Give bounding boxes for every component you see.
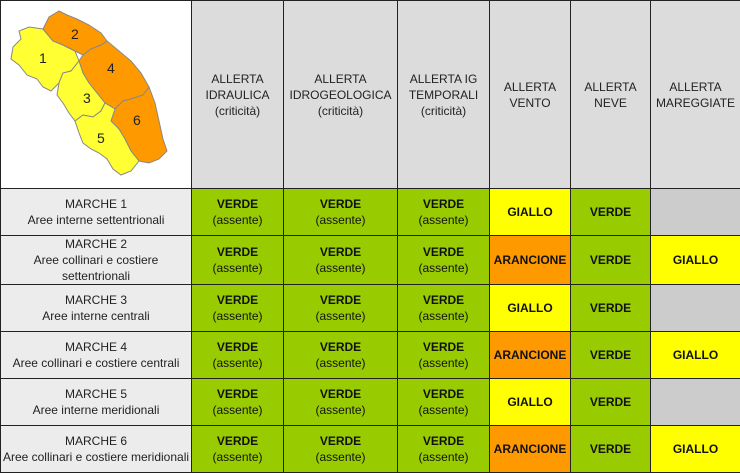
map-label-1: 1 <box>39 50 47 66</box>
alert-status: (assente) <box>284 355 397 371</box>
alert-cell <box>571 189 651 236</box>
alert-cell <box>284 332 398 379</box>
zone-name: MARCHE 1 <box>1 196 191 212</box>
alert-cell <box>284 426 398 473</box>
header-title: ALLERTA <box>490 79 570 95</box>
alert-cell <box>490 426 571 473</box>
header-subtitle: (criticità) <box>284 103 397 119</box>
header-idrogeologica <box>284 1 398 189</box>
alert-level: GIALLO <box>651 347 740 363</box>
alert-cell <box>571 426 651 473</box>
alert-cell <box>571 236 651 285</box>
alert-level: ARANCIONE <box>490 347 570 363</box>
zone-cell <box>1 285 192 332</box>
alert-cell <box>571 379 651 426</box>
alert-cell <box>192 379 284 426</box>
alert-cell <box>192 285 284 332</box>
alert-cell <box>398 379 490 426</box>
header-title-line2: NEVE <box>571 95 650 111</box>
alert-level: VERDE <box>398 244 489 260</box>
alert-status: (assente) <box>284 212 397 228</box>
zone-cell <box>1 189 192 236</box>
zone-description: Aree interne centrali <box>1 308 191 324</box>
zone-description: Aree collinari e costiere meridionali <box>1 449 191 465</box>
header-title-line2: IDRAULICA <box>192 87 283 103</box>
header-title: ALLERTA <box>192 71 283 87</box>
zone-description: Aree interne meridionali <box>1 402 191 418</box>
alert-level: VERDE <box>192 292 283 308</box>
header-title-line2: VENTO <box>490 95 570 111</box>
map-label-5: 5 <box>97 130 105 146</box>
alert-cell <box>490 236 571 285</box>
alert-cell <box>192 426 284 473</box>
header-idraulica <box>192 1 284 189</box>
alert-status: (assente) <box>192 402 283 418</box>
alert-status: (assente) <box>284 449 397 465</box>
alert-cell <box>284 285 398 332</box>
alert-level: VERDE <box>571 300 650 316</box>
alert-cell <box>284 379 398 426</box>
alert-status: (assente) <box>398 402 489 418</box>
alert-status: (assente) <box>398 212 489 228</box>
alert-level: VERDE <box>284 244 397 260</box>
alert-level: VERDE <box>398 339 489 355</box>
table-row <box>1 236 740 285</box>
table-row <box>1 332 740 379</box>
alert-cell <box>490 189 571 236</box>
zone-description: Aree collinari e costiere centrali <box>1 355 191 371</box>
alert-level: VERDE <box>284 292 397 308</box>
table-row <box>1 189 740 236</box>
alert-level: GIALLO <box>490 394 570 410</box>
zone-name: MARCHE 3 <box>1 292 191 308</box>
zone-name: MARCHE 6 <box>1 433 191 449</box>
header-vento <box>490 1 571 189</box>
table-row <box>1 285 740 332</box>
alert-cell <box>284 189 398 236</box>
alert-status: (assente) <box>398 308 489 324</box>
alert-level: VERDE <box>192 244 283 260</box>
alert-cell <box>651 332 740 379</box>
header-row <box>1 1 740 189</box>
alert-level: VERDE <box>192 433 283 449</box>
map-label-2: 2 <box>71 26 79 42</box>
alert-cell <box>490 332 571 379</box>
alert-cell <box>398 189 490 236</box>
alert-cell <box>398 332 490 379</box>
map-label-3: 3 <box>83 90 91 106</box>
zone-cell <box>1 426 192 473</box>
alert-status: (assente) <box>284 260 397 276</box>
table-row <box>1 379 740 426</box>
map-label-4: 4 <box>107 60 115 76</box>
alert-level: VERDE <box>192 386 283 402</box>
alert-status: (assente) <box>192 355 283 371</box>
zone-name: MARCHE 5 <box>1 386 191 402</box>
header-mareggiate <box>651 1 740 189</box>
alert-level: VERDE <box>571 204 650 220</box>
alert-level: VERDE <box>571 441 650 457</box>
alert-level: VERDE <box>398 386 489 402</box>
zone-cell <box>1 332 192 379</box>
header-title-line2: IDROGEOLOGICA <box>284 87 397 103</box>
alert-status: (assente) <box>192 449 283 465</box>
header-title: ALLERTA <box>651 79 740 95</box>
alert-status: (assente) <box>398 449 489 465</box>
alert-level: VERDE <box>284 386 397 402</box>
zone-cell <box>1 379 192 426</box>
alert-level: ARANCIONE <box>490 441 570 457</box>
alert-status: (assente) <box>284 308 397 324</box>
alert-cell <box>284 236 398 285</box>
alert-cell <box>571 332 651 379</box>
alert-level: GIALLO <box>490 300 570 316</box>
alert-status: (assente) <box>398 260 489 276</box>
alert-level: VERDE <box>284 339 397 355</box>
alert-status: (assente) <box>192 212 283 228</box>
alert-status: (assente) <box>192 308 283 324</box>
alert-level: VERDE <box>284 433 397 449</box>
alert-cell <box>398 426 490 473</box>
alert-level: VERDE <box>571 394 650 410</box>
alert-status: (assente) <box>192 260 283 276</box>
alert-level: VERDE <box>571 252 650 268</box>
zone-name: MARCHE 2 <box>1 236 191 252</box>
alert-level: VERDE <box>192 339 283 355</box>
region-map <box>1 1 192 189</box>
alert-cell <box>651 236 740 285</box>
alert-cell <box>192 332 284 379</box>
header-title-line2: TEMPORALI <box>398 87 489 103</box>
alert-level: GIALLO <box>651 441 740 457</box>
zone-description: Aree collinari e costiere settentrionali <box>1 252 191 284</box>
zone-cell <box>1 236 192 285</box>
alert-level: ARANCIONE <box>490 252 570 268</box>
alert-cell <box>192 189 284 236</box>
alert-level: VERDE <box>398 292 489 308</box>
zone-description: Aree interne settentrionali <box>1 212 191 228</box>
zone-name: MARCHE 4 <box>1 339 191 355</box>
alert-level: VERDE <box>192 196 283 212</box>
alert-cell <box>490 285 571 332</box>
header-title: ALLERTA <box>284 71 397 87</box>
alert-cell <box>398 285 490 332</box>
alert-cell <box>651 426 740 473</box>
alert-cell <box>398 236 490 285</box>
header-title: ALLERTA IG <box>398 71 489 87</box>
alert-cell <box>490 379 571 426</box>
marche-zones-map <box>3 3 189 183</box>
map-label-6: 6 <box>133 112 141 128</box>
table-row <box>1 426 740 473</box>
alert-level: GIALLO <box>490 204 570 220</box>
alert-cell-empty <box>651 189 740 236</box>
header-title: ALLERTA <box>571 79 650 95</box>
alert-status: (assente) <box>284 402 397 418</box>
header-neve <box>571 1 651 189</box>
alert-level: GIALLO <box>651 252 740 268</box>
alert-cell <box>192 236 284 285</box>
alert-level: VERDE <box>398 196 489 212</box>
alert-level: VERDE <box>398 433 489 449</box>
header-title-line2: MAREGGIATE <box>651 95 740 111</box>
header-subtitle: (criticità) <box>192 103 283 119</box>
alert-status: (assente) <box>398 355 489 371</box>
alert-cell-empty <box>651 379 740 426</box>
header-temporali <box>398 1 490 189</box>
alert-cell <box>571 285 651 332</box>
alert-level: VERDE <box>571 347 650 363</box>
alert-level: VERDE <box>284 196 397 212</box>
header-subtitle: (criticità) <box>398 103 489 119</box>
alert-cell-empty <box>651 285 740 332</box>
